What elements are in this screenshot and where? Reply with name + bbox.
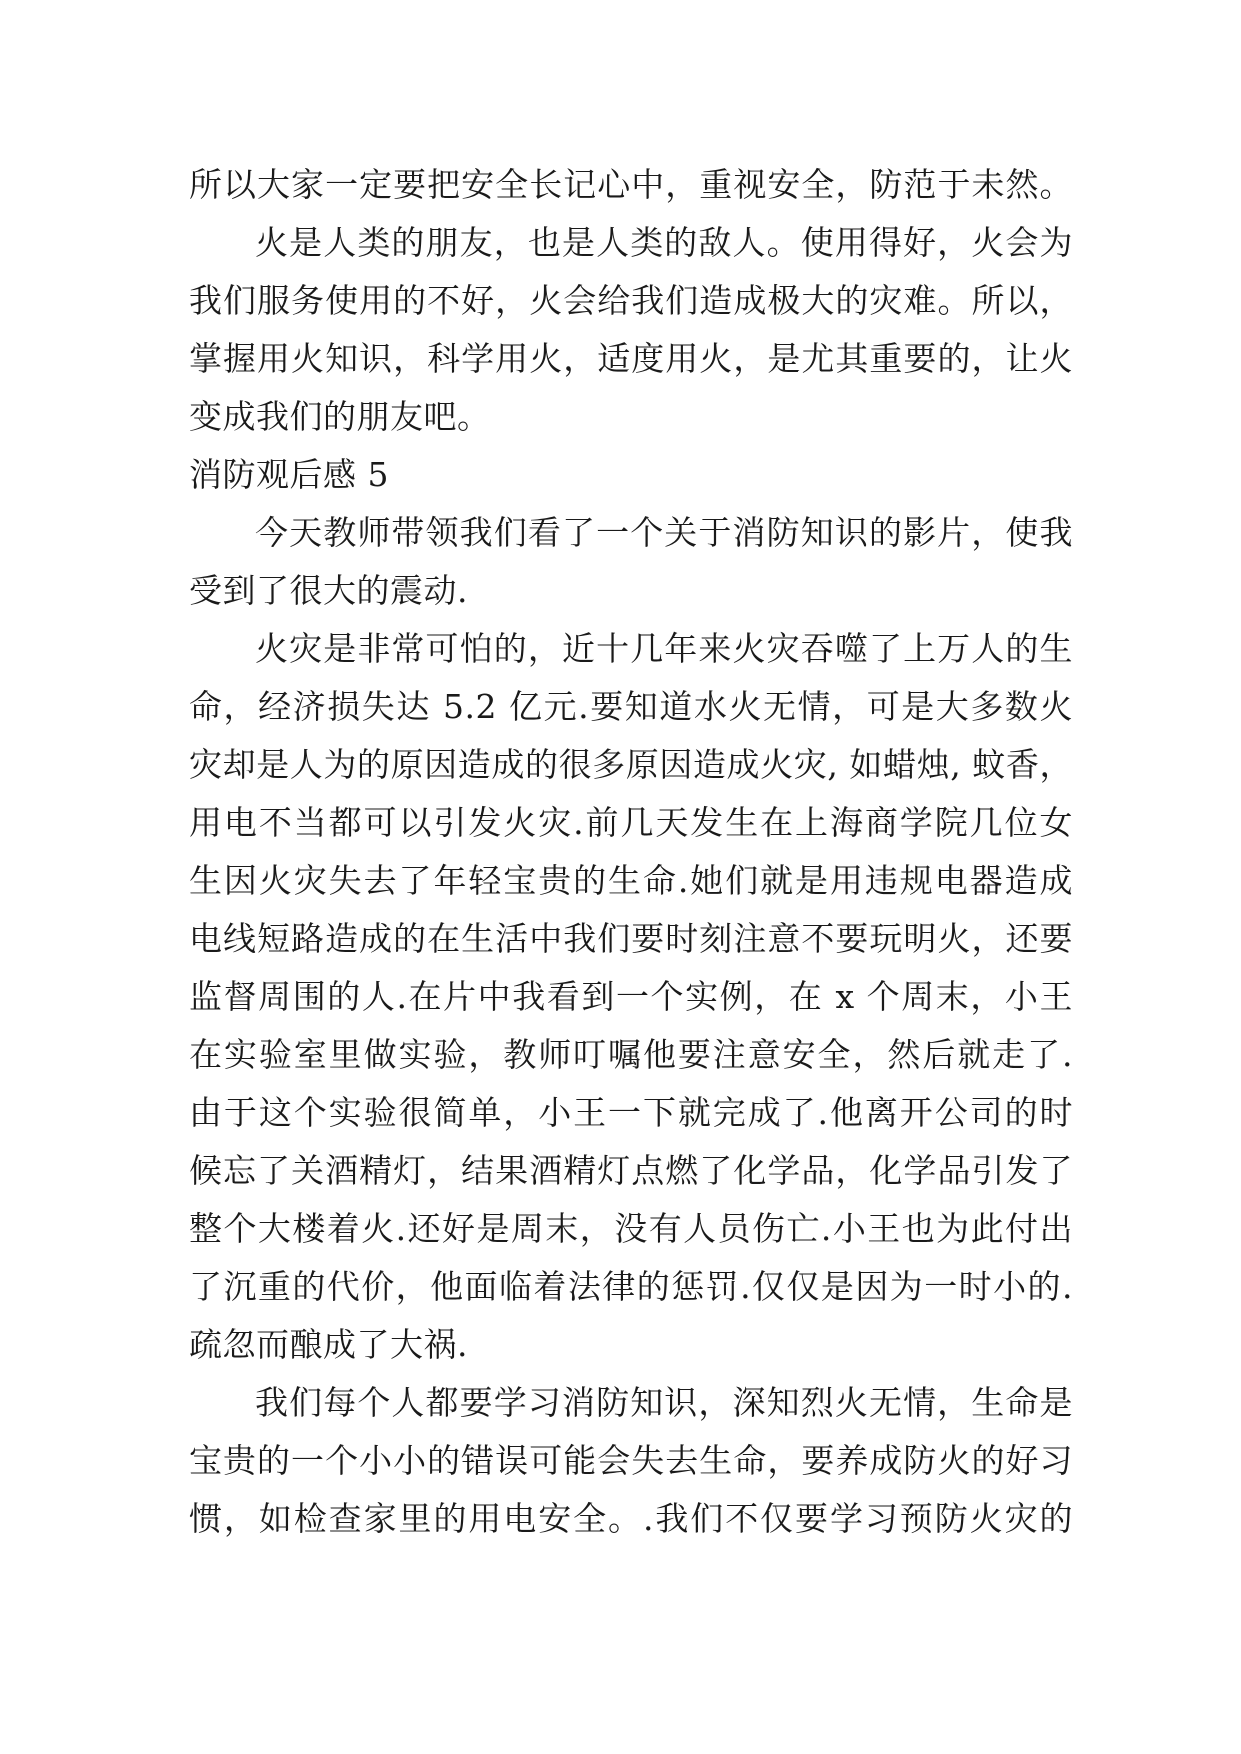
text-line: 我们每个人都要学习消防知识，深知烈火无情，生命是 xyxy=(255,1383,1073,1422)
text-line: 整个大楼着火.还好是周末，没有人员伤亡.小王也为此付出 xyxy=(189,1209,1073,1248)
text-line: 在实验室里做实验，教师叮嘱他要注意安全，然后就走了. xyxy=(189,1035,1073,1074)
text-line: 掌握用火知识，科学用火，适度用火，是尤其重要的，让火 xyxy=(189,339,1073,378)
text-line: 所以大家一定要把安全长记心中，重视安全，防范于未然。 xyxy=(189,165,1073,204)
text-line: 疏忽而酿成了大祸. xyxy=(189,1325,468,1364)
text-line: 灾却是人为的原因造成的很多原因造成火灾, 如蜡烛, 蚊香， xyxy=(189,745,1073,784)
text-line: 受到了很大的震动. xyxy=(189,571,468,610)
text-line: 监督周围的人.在片中我看到一个实例，在 x 个周末，小王 xyxy=(189,977,1073,1016)
text-line: 用电不当都可以引发火灾.前几天发生在上海商学院几位女 xyxy=(189,803,1073,842)
text-line: 火是人类的朋友，也是人类的敌人。使用得好，火会为 xyxy=(255,223,1073,262)
text-line: 由于这个实验很简单，小王一下就完成了.他离开公司的时 xyxy=(189,1093,1073,1132)
text-line: 惯，如检查家里的用电安全。.我们不仅要学习预防火灾的 xyxy=(189,1499,1073,1538)
text-line: 变成我们的朋友吧。 xyxy=(189,397,491,436)
text-line: 候忘了关酒精灯，结果酒精灯点燃了化学品，化学品引发了 xyxy=(189,1151,1073,1190)
text-line: 火灾是非常可怕的，近十几年来火灾吞噬了上万人的生 xyxy=(255,629,1073,668)
text-line: 宝贵的一个小小的错误可能会失去生命，要养成防火的好习 xyxy=(189,1441,1073,1480)
text-line: 电线短路造成的在生活中我们要时刻注意不要玩明火，还要 xyxy=(189,919,1073,958)
text-line: 了沉重的代价，他面临着法律的惩罚.仅仅是因为一时小的. xyxy=(189,1267,1073,1306)
document-text-block xyxy=(189,156,1073,1548)
text-line: 今天教师带领我们看了一个关于消防知识的影片，使我 xyxy=(255,513,1073,552)
section-heading: 消防观后感 5 xyxy=(189,455,389,494)
text-line: 命，经济损失达 5.2 亿元.要知道水火无情，可是大多数火 xyxy=(189,687,1073,726)
text-line: 我们服务使用的不好，火会给我们造成极大的灾难。所以， xyxy=(189,281,1073,320)
text-line: 生因火灾失去了年轻宝贵的生命.她们就是用违规电器造成 xyxy=(189,861,1073,900)
